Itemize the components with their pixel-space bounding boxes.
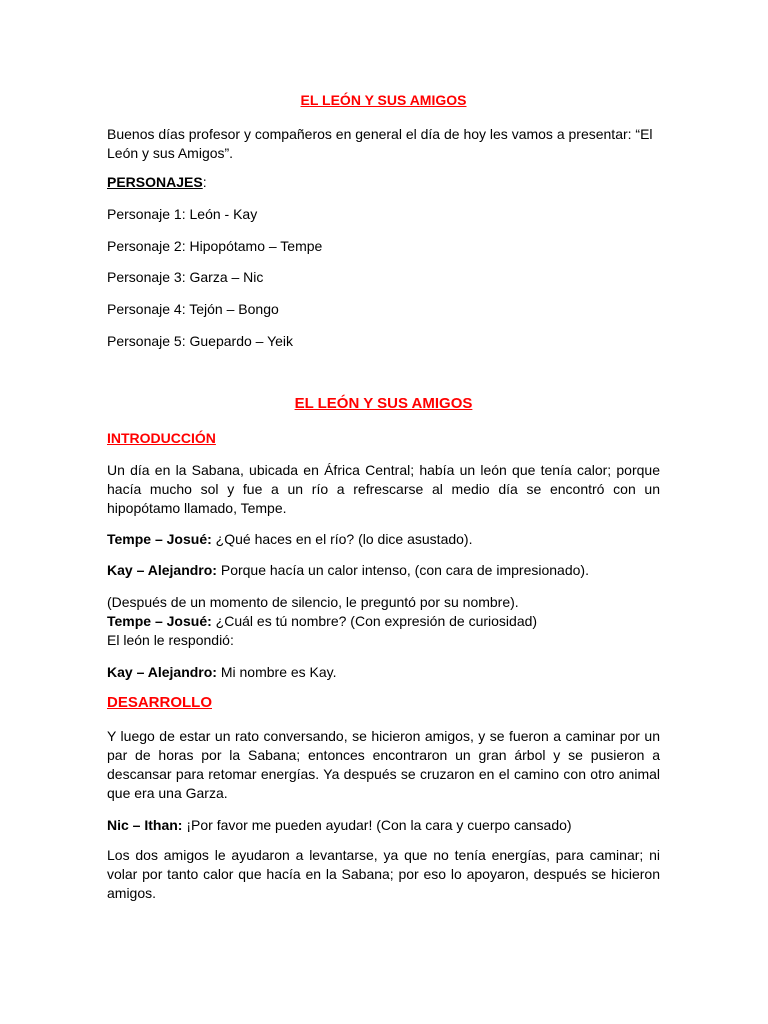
personaje-item: Personaje 4: Tejón – Bongo: [107, 301, 279, 317]
speaker-name: Tempe – Josué:: [107, 613, 212, 629]
dialogue-text: ¿Cuál es tú nombre? (Con expresión de curiosidad): [211, 613, 538, 629]
dialogue-text: ¡Por favor me pueden ayudar! (Con la cara y cuerpo cansado): [182, 817, 572, 833]
speaker-name: Kay – Alejandro:: [107, 562, 217, 578]
dialogue-line: [107, 612, 660, 631]
dialogue-text: Mi nombre es Kay.: [216, 664, 337, 680]
personaje-item: Personaje 5: Guepardo – Yeik: [107, 333, 294, 349]
personaje-item: Personaje 2: Hipopótamo – Tempe: [107, 238, 323, 254]
introduccion-heading: INTRODUCCIÓN: [107, 430, 216, 446]
document-title: EL LEÓN Y SUS AMIGOS: [300, 92, 467, 108]
intro-paragraph: Buenos días profesor y compañeros en general el día de hoy les vamos a presentar: “El León y sus Amigos”.: [107, 126, 653, 161]
narration-line: (Después de un momento de silencio, le preguntó por su nombre).: [107, 594, 519, 610]
desarrollo-paragraph: Y luego de estar un rato conversando, se hicieron amigos, y se fueron a caminar por un par de horas por la Sabana; entonces encontraron un gran árbol y se pusieron a descansar para retomar energías. Ya después se cruzaron en el camino con otro animal que era una Garza.: [107, 728, 660, 801]
personaje-item: Personaje 1: León - Kay: [107, 206, 258, 222]
desarrollo-paragraph: Los dos amigos le ayudaron a levantarse, ya que no tenía energías, para caminar; ni volar por tanto calor que hacía en la Sabana; por eso lo apoyaron, después se hicieron amigos.: [107, 847, 660, 901]
speaker-name: Kay – Alejandro:: [107, 664, 217, 680]
introduccion-paragraph: Un día en la Sabana, ubicada en África Central; había un león que tenía calor; porque hacía mucho sol y fue a un río a refrescarse al medio día se encontró con un hipopótamo llamado, Tempe.: [107, 462, 660, 516]
personajes-colon: :: [202, 174, 207, 190]
dialogue-line: [107, 663, 660, 682]
dialogue-text: ¿Qué haces en el río? (lo dice asustado).: [211, 531, 473, 547]
personaje-item: Personaje 3: Garza – Nic: [107, 269, 264, 285]
desarrollo-heading: DESARROLLO: [107, 694, 212, 711]
personajes-heading: [107, 173, 660, 192]
dialogue-line: [107, 816, 660, 835]
speaker-name: Tempe – Josué:: [107, 531, 212, 547]
dialogue-line: [107, 530, 660, 549]
dialogue-text: Porque hacía un calor intenso, (con cara de impresionado).: [216, 562, 589, 578]
speaker-name: Nic – Ithan:: [107, 817, 183, 833]
section-title: EL LEÓN Y SUS AMIGOS: [294, 395, 473, 412]
personajes-heading-text: PERSONAJES: [107, 174, 203, 190]
narration-line: El león le respondió:: [107, 632, 234, 648]
dialogue-line: [107, 561, 660, 580]
